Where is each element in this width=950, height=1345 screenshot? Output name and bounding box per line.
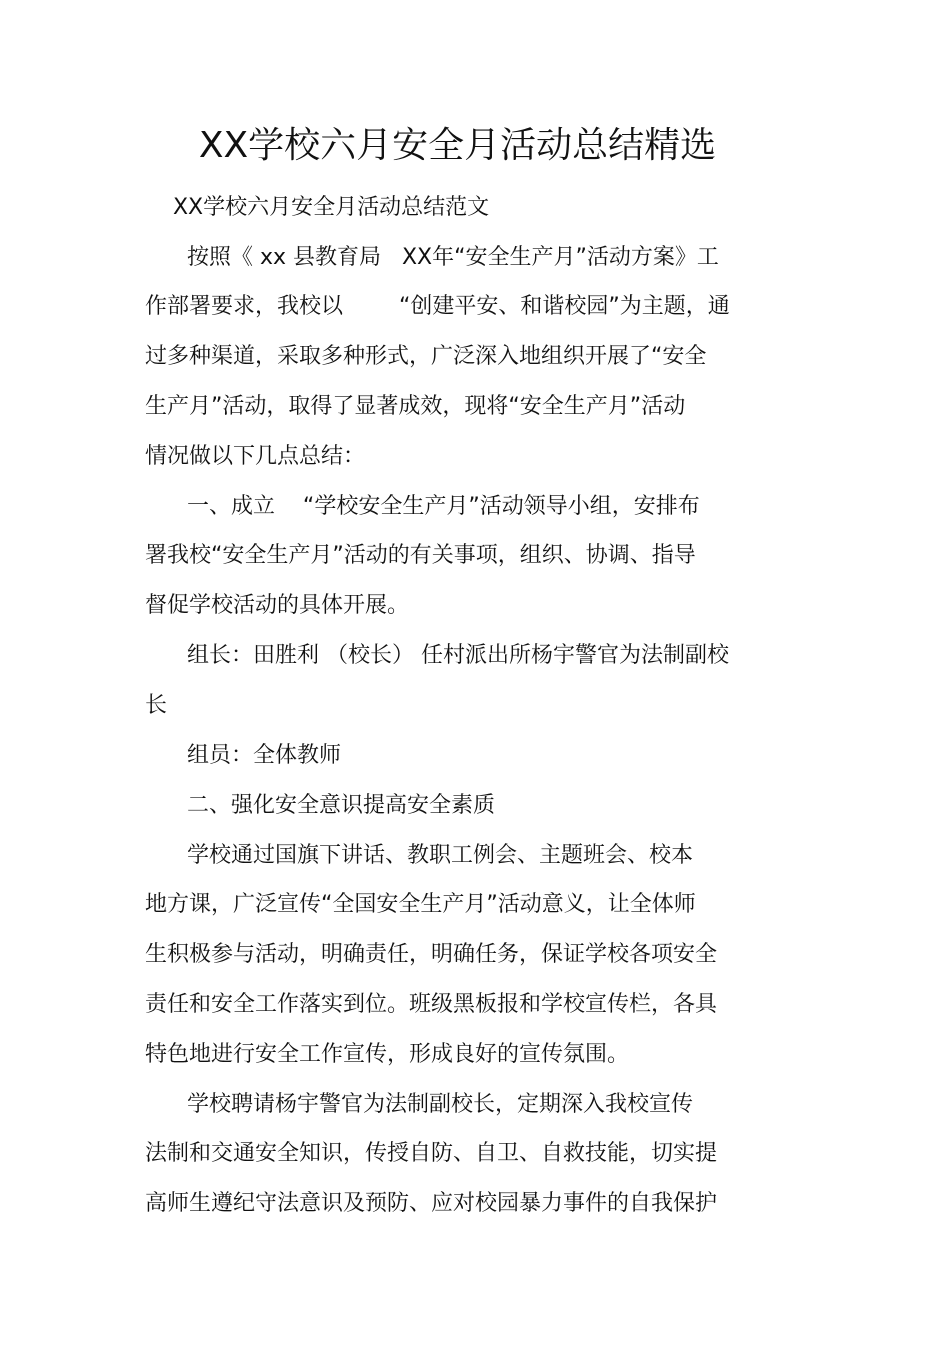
body-line-2: 作部署要求，我校以 “创建平安、和谐校园”为主题，通: [145, 294, 730, 319]
section-heading-2: 二、强化安全意识提高安全素质: [145, 793, 495, 818]
body-line-1: 按照《 xx 县教育局 XX年“安全生产月”活动方案》工: [145, 245, 719, 270]
body-line-3: 过多种渠道，采取多种形式，广泛深入地组织开展了“安全: [145, 344, 707, 369]
body-line-15: 生积极参与活动，明确责任，明确任务，保证学校各项安全: [145, 942, 718, 967]
body-line-10: 长: [145, 693, 168, 718]
body-line-19: 法制和交通安全知识，传授自防、自卫、自救技能，切实提: [145, 1141, 718, 1166]
body-line-9: 组长：田胜利 （校长） 任村派出所杨宇警官为法制副校: [145, 643, 729, 668]
body-line-11: 组员：全体教师: [145, 743, 341, 768]
document-title: XX学校六月安全月活动总结精选: [198, 125, 717, 166]
body-line-13: 学校通过国旗下讲话、教职工例会、主题班会、校本: [145, 843, 693, 868]
body-line-7: 署我校“安全生产月”活动的有关事项，组织、协调、指导: [145, 543, 696, 568]
body-line-16: 责任和安全工作落实到位。班级黑板报和学校宣传栏，各具: [145, 992, 718, 1017]
body-line-5: 情况做以下几点总结：: [145, 444, 366, 469]
body-line-20: 高师生遵纪守法意识及预防、应对校园暴力事件的自我保护: [145, 1191, 718, 1216]
body-line-4: 生产月”活动，取得了显著成效，现将“安全生产月”活动: [145, 394, 686, 419]
subtitle-line: XX学校六月安全月活动总结范文: [145, 195, 490, 220]
body-line-14: 地方课，广泛宣传“全国安全生产月”活动意义，让全体师: [145, 892, 696, 917]
body-line-17: 特色地进行安全工作宣传，形成良好的宣传氛围。: [145, 1042, 630, 1067]
body-line-6: 一、成立 “学校安全生产月”活动领导小组，安排布: [145, 494, 700, 519]
body-line-18: 学校聘请杨宇警官为法制副校长，定期深入我校宣传: [145, 1092, 693, 1117]
body-line-8: 督促学校活动的具体开展。: [145, 593, 410, 618]
